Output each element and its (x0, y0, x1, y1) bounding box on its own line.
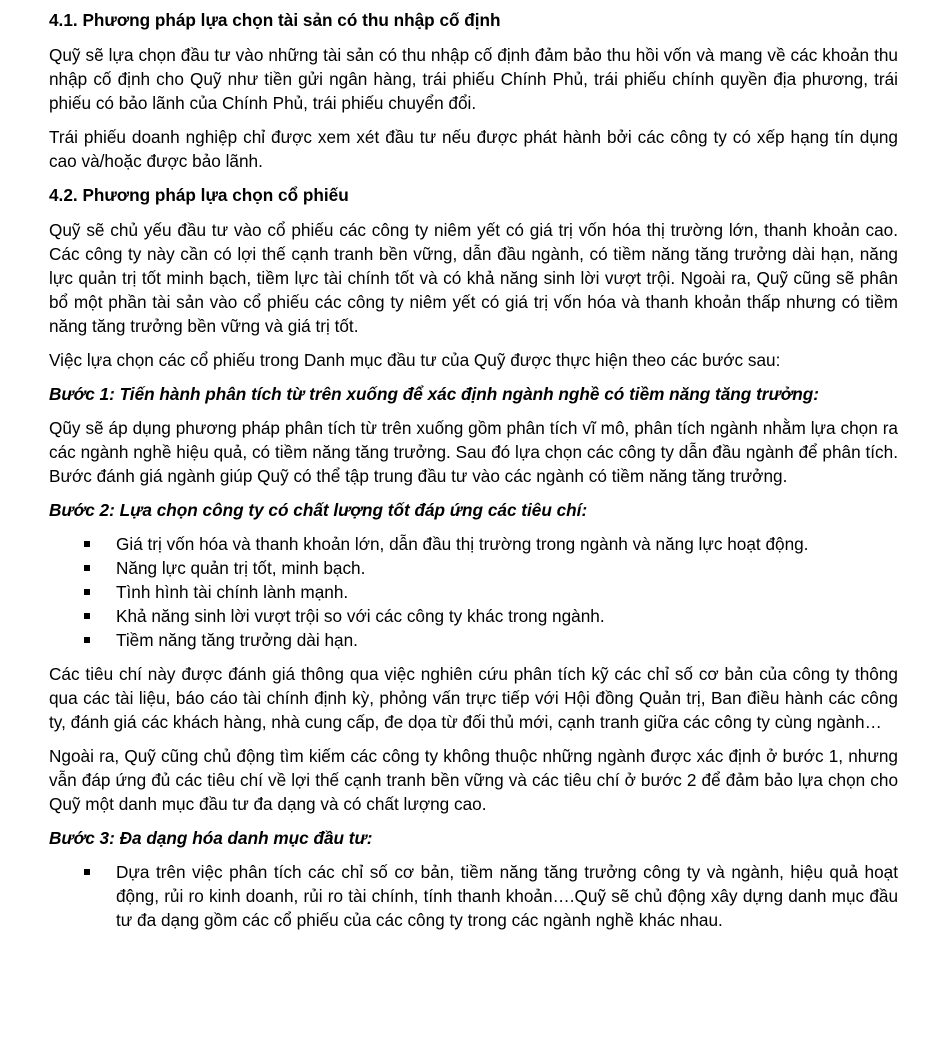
list-item (49, 556, 898, 580)
list-item-text: Dựa trên việc phân tích các chỉ số cơ bản, tiềm năng tăng trưởng công ty và ngành, hiệu quả hoạt động, rủi ro kinh doanh, rủi ro tài chính, tính thanh khoản….Quỹ sẽ chủ động xây dựng danh mục đầu tư đa dạng gồm các cổ phiếu của các công ty trong các ngành nghề khác nhau. (116, 862, 898, 930)
paragraph: Ngoài ra, Quỹ cũng chủ động tìm kiếm các công ty không thuộc những ngành được xác định ở bước 1, nhưng vẫn đáp ứng đủ các tiêu chí về lợi thế cạnh tranh bền vững và các tiêu chí ở bước 2 để đảm bảo lựa chọn cho Quỹ một danh mục đầu tư đa dạng và có chất lượng cao. (49, 746, 898, 814)
list-item-text: Năng lực quản trị tốt, minh bạch. (116, 558, 366, 578)
bullet-icon (84, 613, 90, 619)
list-item (49, 604, 898, 628)
paragraph: Các tiêu chí này được đánh giá thông qua việc nghiên cứu phân tích kỹ các chỉ số cơ bản của công ty thông qua các tài liệu, báo cáo tài chính định kỳ, phỏng vấn trực tiếp với Hội đồng Quản trị, Ban điều hành các công ty, đánh giá các khách hàng, nhà cung cấp, đe dọa từ đối thủ mới, cạnh tranh giữa các công ty cùng ngành… (49, 664, 898, 732)
section-heading-4-1: 4.1. Phương pháp lựa chọn tài sản có thu nhập cố định (49, 10, 501, 30)
bullet-icon (84, 565, 90, 571)
bullet-icon (84, 541, 90, 547)
diversification-list (49, 860, 898, 932)
paragraph: Qũy sẽ áp dụng phương pháp phân tích từ trên xuống gồm phân tích vĩ mô, phân tích ngành nhằm lựa chọn ra các ngành nghề hiệu quả, có tiềm năng tăng trưởng. Sau đó lựa chọn các công ty dẫn đầu ngành để phân tích. Bước đánh giá ngành giúp Quỹ có thể tập trung đầu tư vào các ngành có tiềm năng tăng trưởng. (49, 418, 898, 486)
criteria-list (49, 532, 898, 652)
list-item-text: Tình hình tài chính lành mạnh. (116, 582, 349, 602)
list-item (49, 860, 898, 932)
step-2-title: Bước 2: Lựa chọn công ty có chất lượng tốt đáp ứng các tiêu chí: (49, 500, 588, 520)
step-1-title: Bước 1: Tiến hành phân tích từ trên xuống để xác định ngành nghề có tiềm năng tăng trưởng: (49, 384, 820, 404)
list-item (49, 580, 898, 604)
bullet-icon (84, 637, 90, 643)
section-heading-4-2: 4.2. Phương pháp lựa chọn cổ phiếu (49, 185, 349, 205)
step-3-title: Bước 3: Đa dạng hóa danh mục đầu tư: (49, 828, 373, 848)
list-item-text: Khả năng sinh lời vượt trội so với các công ty khác trong ngành. (116, 606, 605, 626)
paragraph: Quỹ sẽ chủ yếu đầu tư vào cổ phiếu các công ty niêm yết có giá trị vốn hóa thị trường lớn, thanh khoản cao. Các công ty này cần có lợi thế cạnh tranh bền vững, dẫn đầu ngành, có tiềm năng tăng trưởng dài hạn, năng lực quản trị tốt minh bạch, tiềm lực tài chính tốt và có khả năng sinh lời vượt trội. Ngoài ra, Quỹ cũng sẽ phân bổ một phần tài sản vào cổ phiếu các công ty niêm yết có giá trị vốn hóa và thanh khoản thấp nhưng có tiềm năng tăng trưởng bền vững và giá trị tốt. (49, 220, 898, 336)
bullet-icon (84, 869, 90, 875)
paragraph: Quỹ sẽ lựa chọn đầu tư vào những tài sản có thu nhập cố định đảm bảo thu hồi vốn và mang về các khoản thu nhập cố định cho Quỹ như tiền gửi ngân hàng, trái phiếu Chính Phủ, trái phiếu chính quyền địa phương, trái phiếu có bảo lãnh của Chính Phủ, trái phiếu chuyển đổi. (49, 45, 898, 113)
bullet-icon (84, 589, 90, 595)
paragraph: Việc lựa chọn các cổ phiếu trong Danh mục đầu tư của Quỹ được thực hiện theo các bước sau: (49, 350, 781, 370)
paragraph: Trái phiếu doanh nghiệp chỉ được xem xét đầu tư nếu được phát hành bởi các công ty có xếp hạng tín dụng cao và/hoặc được bảo lãnh. (49, 127, 898, 171)
list-item-text: Tiềm năng tăng trưởng dài hạn. (116, 630, 358, 650)
list-item (49, 532, 898, 556)
list-item (49, 628, 898, 652)
list-item-text: Giá trị vốn hóa và thanh khoản lớn, dẫn đầu thị trường trong ngành và năng lực hoạt động. (116, 534, 809, 554)
